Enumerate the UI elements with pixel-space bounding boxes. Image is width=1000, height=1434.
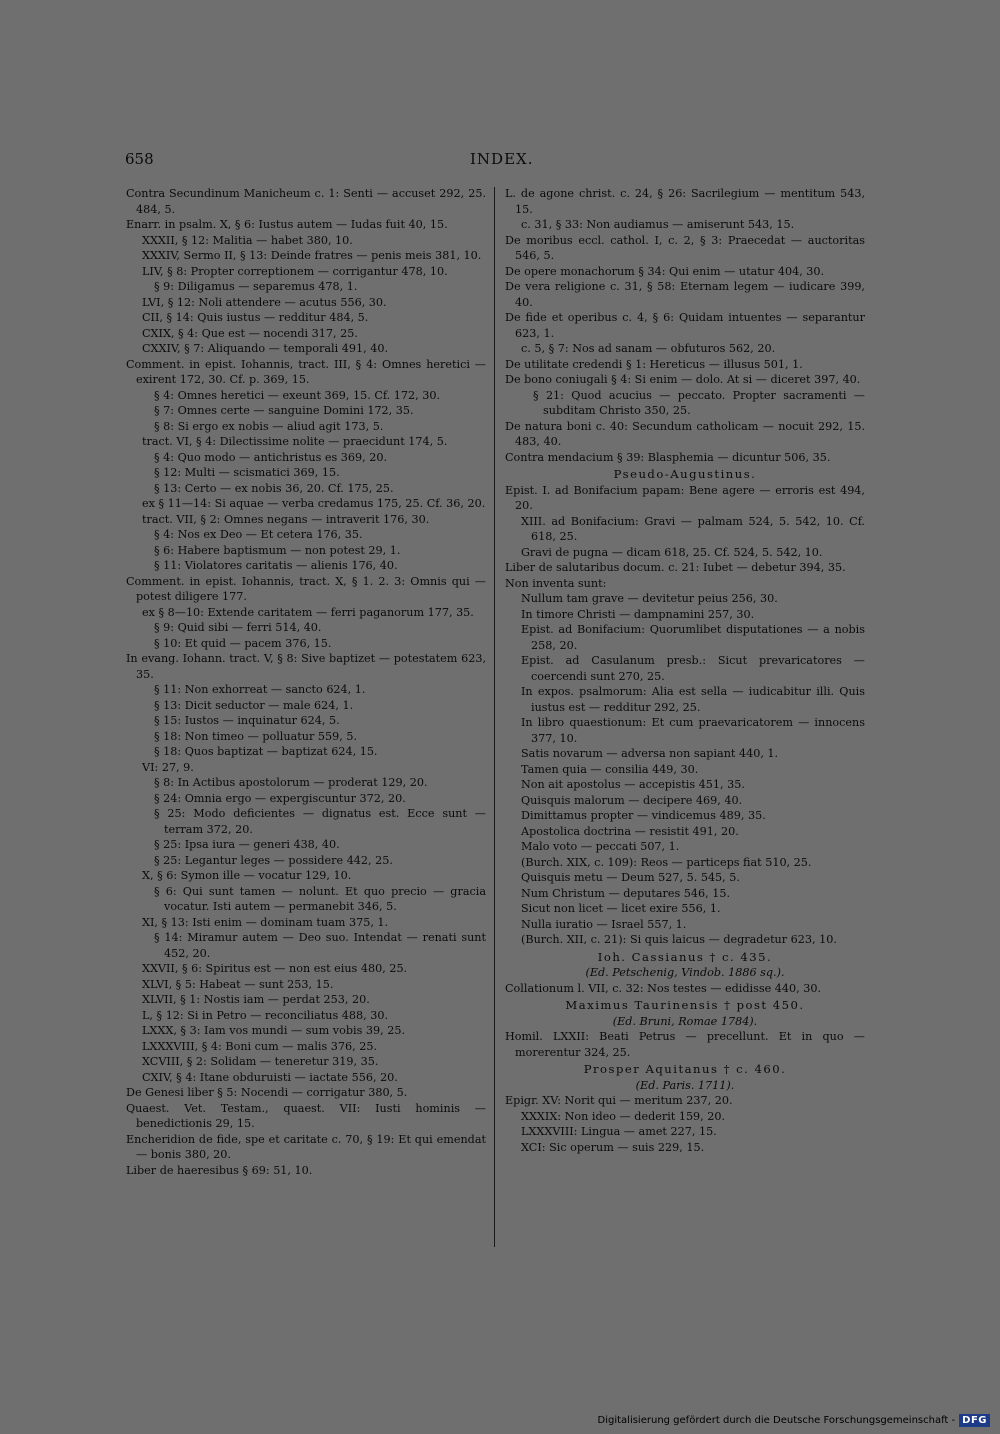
index-entry: § 4: Omnes heretici — exeunt 369, 15. Cf. 172, 30.: [154, 388, 441, 402]
index-entry: § 21: Quod acucius — peccato. Propter sacramenti — subditam Christo 350, 25.: [533, 388, 865, 417]
index-entry: XCI: Sic operum — suis 229, 15.: [521, 1140, 705, 1154]
index-entry: Homil. LXXII: Beati Petrus — precellunt. Et in quo — morerentur 324, 25.: [505, 1030, 865, 1059]
index-entry: Contra Secundinum Manicheum c. 1: Senti — accuset 292, 25. 484, 5.: [126, 187, 486, 216]
index-entry: § 8: Si ergo ex nobis — aliud agit 173, 5.: [154, 419, 384, 433]
index-entry: c. 5, § 7: Nos ad sanam — obfuturos 562, 20.: [521, 342, 776, 355]
index-entry: § 7: Omnes certe — sanguine Domini 172, 35.: [154, 404, 414, 417]
index-entry: Epist. I. ad Bonifacium papam: Bene agere — erroris est 494, 20.: [505, 483, 865, 512]
index-entry: Quaest. Vet. Testam., quaest. VII: Iusti hominis — benedictionis 29, 15.: [126, 1101, 486, 1130]
index-entry: Sicut non licet — licet exire 556, 1.: [521, 902, 721, 915]
index-entry: LXXXVIII: Lingua — amet 227, 15.: [521, 1125, 717, 1138]
index-entry: CXIX, § 4: Que est — nocendi 317, 25.: [142, 326, 358, 340]
index-entry: De Genesi liber § 5: Nocendi — corrigatur 380, 5.: [126, 1086, 408, 1099]
column-divider: [494, 187, 495, 1247]
index-entry: § 10: Et quid — pacem 376, 15.: [154, 636, 332, 650]
page-header: [125, 150, 865, 168]
index-entry: Contra mendacium § 39: Blasphemia — dicuntur 506, 35.: [505, 450, 831, 464]
section-heading: Pseudo-Augustinus.: [613, 467, 757, 481]
index-entry: (Burch. XII, c. 21): Si quis laicus — degradetur 623, 10.: [521, 933, 837, 946]
index-entry: De utilitate credendi § 1: Hereticus — illusus 501, 1.: [505, 357, 803, 371]
index-entry: Epist. ad Bonifacium: Quorumlibet disputationes — a nobis 258, 20.: [521, 623, 865, 652]
index-entry: § 15: Iustos — inquinatur 624, 5.: [154, 714, 340, 727]
index-entry: Quisquis metu — Deum 527, 5. 545, 5.: [521, 871, 740, 884]
index-entry: § 6: Habere baptismum — non potest 29, 1.: [154, 543, 401, 557]
index-entry: De opere monachorum § 34: Qui enim — utatur 404, 30.: [505, 264, 825, 278]
index-entry: In libro quaestionum: Et cum praevaricatorem — innocens 377, 10.: [521, 716, 865, 745]
index-entry: § 11: Violatores caritatis — alienis 176, 40.: [154, 559, 398, 572]
index-entry: § 18: Non timeo — polluatur 559, 5.: [154, 729, 358, 743]
funding-footer: [598, 1412, 990, 1428]
index-entry: XXVII, § 6: Spiritus est — non est eius 480, 25.: [142, 962, 408, 975]
index-entry: § 12: Multi — scismatici 369, 15.: [154, 466, 340, 479]
index-entry: Epist. ad Casulanum presb.: Sicut prevaricatores — coercendi sunt 270, 25.: [521, 654, 865, 683]
index-entry: § 11: Non exhorreat — sancto 624, 1.: [154, 683, 366, 696]
section-edition-note: (Ed. Paris. 1711).: [635, 1078, 735, 1092]
index-entry: CII, § 14: Quis iustus — redditur 484, 5.: [142, 311, 369, 324]
index-entry: Encheridion de fide, spe et caritate c. 70, § 19: Et qui emendat — bonis 380, 20.: [126, 1132, 486, 1161]
dfg-logo: DFG: [959, 1414, 990, 1427]
index-entry: Nulla iuratio — Israel 557, 1.: [521, 917, 687, 931]
index-entry: § 25: Ipsa iura — generi 438, 40.: [154, 838, 340, 851]
index-entry: Comment. in epist. Iohannis, tract. X, § 1. 2. 3: Omnis qui — potest diligere 177.: [126, 574, 486, 603]
index-entry: Num Christum — deputares 546, 15.: [521, 886, 731, 900]
index-entry: § 4: Nos ex Deo — Et cetera 176, 35.: [154, 528, 363, 541]
index-entry: XI, § 13: Isti enim — dominam tuam 375, 1.: [142, 915, 389, 929]
index-entry: tract. VII, § 2: Omnes negans — intraverit 176, 30.: [142, 512, 430, 526]
index-entry: c. 31, § 33: Non audiamus — amiserunt 543, 15.: [521, 218, 795, 231]
index-entry: Nullum tam grave — devitetur peius 256, 30.: [521, 592, 778, 605]
index-entry: § 14: Miramur autem — Deo suo. Intendat — renati sunt 452, 20.: [154, 931, 486, 960]
index-entry: LXXXVIII, § 4: Boni cum — malis 376, 25.: [142, 1039, 378, 1053]
index-entry: Quisquis malorum — decipere 469, 40.: [521, 793, 743, 807]
index-entry: XIII. ad Bonifacium: Gravi — palmam 524, 5. 542, 10. Cf. 618, 25.: [521, 514, 865, 543]
index-entry: Gravi de pugna — dicam 618, 25. Cf. 524, 5. 542, 10.: [521, 545, 823, 559]
index-entry: Apostolica doctrina — resistit 491, 20.: [521, 824, 739, 838]
index-entry: Non ait apostolus — accepistis 451, 35.: [521, 778, 745, 791]
running-head: INDEX.: [470, 150, 534, 168]
index-entry: L. de agone christ. c. 24, § 26: Sacrilegium — mentitum 543, 15.: [505, 187, 865, 216]
index-entry: De natura boni c. 40: Secundum catholicam — nocuit 292, 15. 483, 40.: [505, 419, 865, 448]
index-entry: In expos. psalmorum: Alia est sella — iudicabitur illi. Quis iustus est — redditur 292, 25.: [521, 685, 865, 714]
index-entry: XXXIX: Non ideo — dederit 159, 20.: [521, 1109, 726, 1123]
index-entry: De moribus eccl. cathol. I, c. 2, § 3: Praecedat — auctoritas 546, 5.: [505, 233, 865, 262]
index-column-right: [505, 186, 865, 1155]
index-entry: Malo voto — peccati 507, 1.: [521, 840, 680, 853]
section-edition-note: (Ed. Petschenig, Vindob. 1886 sq.).: [585, 966, 785, 979]
index-entry: XXXIV, Sermo II, § 13: Deinde fratres — penis meis 381, 10.: [142, 249, 482, 262]
index-entry: CXXIV, § 7: Aliquando — temporali 491, 40.: [142, 342, 389, 355]
index-entry: LIV, § 8: Propter correptionem — corrigantur 478, 10.: [142, 264, 448, 278]
index-entry: Tamen quia — consilia 449, 30.: [521, 762, 699, 776]
index-entry: Comment. in epist. Iohannis, tract. III, § 4: Omnes heretici — exirent 172, 30. Cf. p. 369, 15.: [126, 357, 486, 386]
index-entry: ex § 11—14: Si aquae — verba credamus 175, 25. Cf. 36, 20.: [142, 497, 486, 510]
index-entry: § 18: Quos baptizat — baptizat 624, 15.: [154, 745, 378, 758]
index-entry: VI: 27, 9.: [142, 760, 194, 774]
index-entry: XLVII, § 1: Nostis iam — perdat 253, 20.: [142, 993, 370, 1006]
index-entry: De vera religione c. 31, § 58: Eternam legem — iudicare 399, 40.: [505, 280, 865, 309]
index-entry: § 25: Modo deficientes — dignatus est. Ecce sunt — terram 372, 20.: [154, 807, 486, 836]
index-entry: XCVIII, § 2: Solidam — teneretur 319, 35.: [142, 1055, 379, 1068]
index-entry: § 13: Dicit seductor — male 624, 1.: [154, 698, 354, 712]
index-entry: (Burch. XIX, c. 109): Reos — particeps fiat 510, 25.: [521, 855, 812, 869]
funding-note: Digitalisierung gefördert durch die Deutsche Forschungsgemeinschaft -: [597, 1414, 956, 1426]
index-column-left: [126, 186, 486, 1178]
index-entry: § 4: Quo modo — antichristus es 369, 20.: [154, 450, 388, 464]
index-entry: Enarr. in psalm. X, § 6: Iustus autem — Iudas fuit 40, 15.: [126, 218, 448, 231]
index-entry: CXIV, § 4: Itane obduruisti — iactate 556, 20.: [142, 1070, 398, 1084]
index-entry: De bono coniugali § 4: Si enim — dolo. At si — diceret 397, 40.: [505, 373, 861, 386]
index-entry: Satis novarum — adversa non sapiant 440, 1.: [521, 747, 779, 760]
index-entry: tract. VI, § 4: Dilectissime nolite — praecidunt 174, 5.: [142, 435, 448, 448]
section-heading: Prosper Aquitanus † c. 460.: [583, 1062, 787, 1076]
page-number: 658: [125, 150, 154, 168]
index-entry: § 24: Omnia ergo — expergiscuntur 372, 20.: [154, 791, 406, 805]
section-heading: Maximus Taurinensis † post 450.: [565, 998, 805, 1012]
index-entry: § 25: Legantur leges — possidere 442, 25.: [154, 853, 393, 867]
index-entry: § 9: Quid sibi — ferri 514, 40.: [154, 621, 322, 634]
index-entry: Non inventa sunt:: [505, 576, 607, 590]
index-entry: L, § 12: Si in Petro — reconciliatus 488, 30.: [142, 1008, 389, 1022]
index-entry: LVI, § 12: Noli attendere — acutus 556, 30.: [142, 295, 387, 309]
index-entry: § 8: In Actibus apostolorum — proderat 129, 20.: [154, 776, 428, 789]
index-entry: Liber de salutaribus docum. c. 21: Iubet — debetur 394, 35.: [505, 561, 846, 574]
index-entry: § 13: Certo — ex nobis 36, 20. Cf. 175, 25.: [154, 481, 394, 495]
index-entry: De fide et operibus c. 4, § 6: Quidam intuentes — separantur 623, 1.: [505, 311, 865, 340]
index-entry: ex § 8—10: Extende caritatem — ferri paganorum 177, 35.: [142, 605, 474, 619]
index-entry: In evang. Iohann. tract. V, § 8: Sive baptizet — potestatem 623, 35.: [126, 652, 486, 681]
index-entry: XLVI, § 5: Habeat — sunt 253, 15.: [142, 977, 334, 991]
index-entry: Epigr. XV: Norit qui — meritum 237, 20.: [505, 1094, 733, 1107]
section-heading: Ioh. Cassianus † c. 435.: [597, 949, 773, 964]
index-entry: XXXII, § 12: Malitia — habet 380, 10.: [142, 233, 353, 247]
index-entry: Dimittamus propter — vindicemus 489, 35.: [521, 809, 766, 822]
section-edition-note: (Ed. Bruni, Romae 1784).: [612, 1014, 758, 1028]
index-entry: Collationum l. VII, c. 32: Nos testes — edidisse 440, 30.: [505, 981, 822, 995]
index-entry: § 6: Qui sunt tamen — nolunt. Et quo precio — gracia vocatur. Isti autem — permanebit 346, 5.: [154, 884, 486, 913]
index-entry: § 9: Diligamus — separemus 478, 1.: [154, 280, 358, 293]
index-entry: In timore Christi — dampnamini 257, 30.: [521, 607, 755, 621]
index-entry: Liber de haeresibus § 69: 51, 10.: [126, 1163, 313, 1177]
index-entry: X, § 6: Symon ille — vocatur 129, 10.: [142, 869, 352, 882]
index-entry: LXXX, § 3: Iam vos mundi — sum vobis 39, 25.: [142, 1024, 406, 1037]
